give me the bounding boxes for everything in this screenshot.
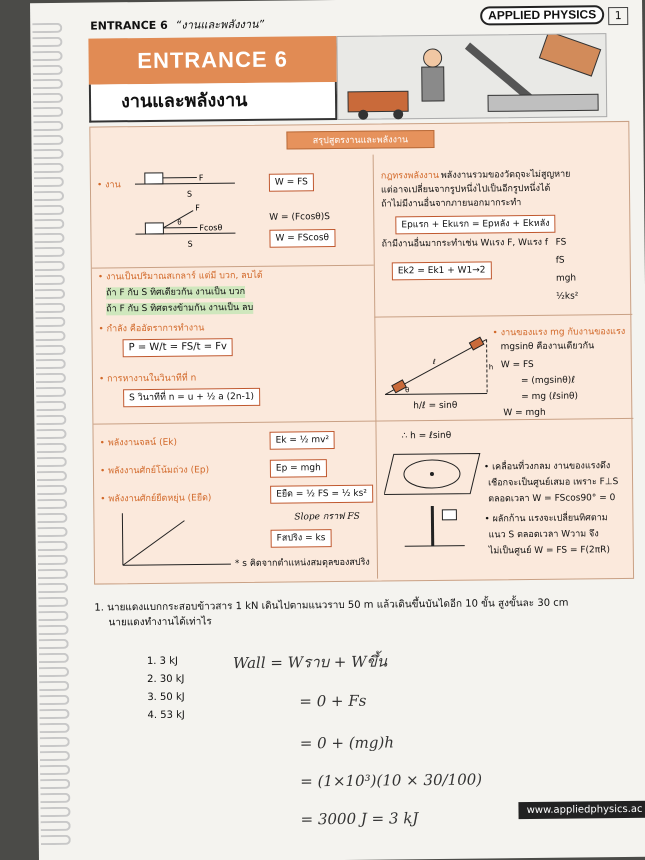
scalar-note: • งานเป็นปริมาณสเกลาร์ แต่มี บวก, ลบได้	[97, 270, 263, 283]
applied-physics-logo: APPLIED PHYSICS	[480, 5, 604, 25]
binding-ring	[40, 807, 70, 817]
formula-conservation: Epแรก + Ekแรก = Epหลัง + Ekหลัง	[395, 215, 555, 235]
circular-line6: ไม่เป็นศูนย์ W = FS = F(2πR)	[488, 545, 610, 557]
work-item-spring: ½ks²	[556, 291, 579, 302]
binding-ring	[38, 527, 68, 537]
conservation-label: กฎทรงพลังงาน	[380, 170, 440, 182]
work-item-fs: FS	[555, 237, 567, 248]
binding-ring	[40, 793, 70, 803]
elastic-label: • พลังงานศักย์ยืดหยุ่น (Eยืด)	[100, 493, 212, 505]
work-label: • งาน	[96, 180, 121, 191]
binding-ring	[39, 653, 69, 663]
chapter-label: ENTRANCE 6	[90, 18, 168, 33]
incline-diagram	[382, 331, 493, 402]
binding-ring	[36, 415, 66, 425]
formula-power: P = W/t = FS/t = Fv	[123, 338, 233, 357]
binding-ring	[34, 163, 64, 173]
conservation-line2: แต่อาจเปลี่ยนจากรูปหนึ่งไปเป็นอีกรูปหนึ่งได้	[380, 183, 551, 196]
circular-line4: • ผลักก้าน แรงจะเปลี่ยนทิศตาม	[484, 513, 608, 525]
binding-ring	[39, 667, 69, 677]
svg-text:Fcosθ: Fcosθ	[199, 223, 223, 233]
svg-text:h: h	[488, 363, 494, 372]
binding-ring	[40, 779, 70, 789]
question-1	[94, 595, 634, 631]
binding-ring	[33, 121, 63, 131]
option-4[interactable]: 4. 53 kJ	[147, 709, 185, 722]
row-divider	[374, 314, 632, 318]
formula-work: W = FS	[269, 173, 314, 191]
question-text-2: นายแดงทำงานได้เท่าไร	[108, 616, 212, 629]
binding-ring	[38, 541, 68, 551]
binding-ring	[34, 233, 64, 243]
binding-ring	[33, 79, 63, 89]
gravity-eq-1: W = FS	[500, 359, 534, 371]
binding-ring	[33, 93, 63, 103]
binding-ring	[38, 583, 68, 593]
handwriting-line-2: = 0 + Fs	[299, 691, 367, 711]
work-item-fs-small: fS	[555, 255, 565, 266]
binding-ring	[33, 65, 63, 75]
conservation-line4: ถ้ามีงานอื่นมากระทำเช่น Wแรง F, Wแรง f	[381, 237, 549, 250]
binding-ring	[35, 289, 65, 299]
binding-ring	[36, 359, 66, 369]
chapter-banner: ENTRANCE 6	[88, 36, 336, 85]
binding-ring	[37, 499, 67, 509]
binding-ring	[39, 695, 69, 705]
option-2[interactable]: 2. 30 kJ	[147, 673, 185, 686]
binding-ring	[34, 149, 64, 159]
circular-line5: แนว S ตลอดเวลา Wวาม จึง	[488, 529, 599, 541]
kinetic-label: • พลังงานจลน์ (Ek)	[99, 437, 178, 449]
binding-ring	[33, 51, 63, 61]
binding-ring	[37, 471, 67, 481]
binding-ring	[40, 751, 70, 761]
gravity-work-label: • งานของแรง mg กับงานของแรง	[492, 326, 626, 339]
binding-ring	[34, 177, 64, 187]
binding-ring	[36, 345, 66, 355]
row-divider	[93, 418, 633, 425]
svg-text:F: F	[198, 173, 204, 183]
summary-title: สรุปสูตรงานและพลังงาน	[286, 130, 434, 150]
power-label: • กำลัง คืออัตราการทำงาน	[98, 323, 205, 335]
formula-work-energy: Ek2 = Ek1 + W1→2	[392, 261, 492, 280]
binding-ring	[35, 275, 65, 285]
potential-label: • พลังงานศักย์โน้มถ่วง (Ep)	[99, 465, 210, 477]
binding-ring	[35, 247, 65, 257]
binding-ring	[32, 37, 62, 47]
binding-ring	[40, 765, 70, 775]
chapter-subtitle: งานและพลังงาน	[89, 82, 337, 123]
binding-ring	[32, 23, 62, 33]
incline-result: ∴ h = ℓsinθ	[401, 430, 452, 442]
topic-label: “งานและพลังงาน”	[175, 17, 265, 32]
work-diagrams	[135, 166, 256, 263]
handwriting-line-1: Wall = Wราบ + Wขึ้น	[232, 652, 388, 673]
running-header	[90, 15, 264, 35]
binding-ring	[35, 331, 65, 341]
book-page	[30, 0, 645, 860]
binding-ring	[33, 135, 63, 145]
svg-text:θ: θ	[177, 218, 182, 227]
binding-ring	[38, 555, 68, 565]
fs-graph	[114, 510, 235, 569]
binding-ring	[37, 485, 67, 495]
spiral-binding	[30, 3, 75, 860]
work-item-mgh: mgh	[555, 273, 577, 284]
binding-ring	[38, 597, 68, 607]
circular-line3: ตลอดเวลา W = FScos90° = 0	[488, 493, 616, 505]
handwriting-line-5: = 3000 J = 3 kJ	[300, 809, 419, 829]
binding-ring	[36, 429, 66, 439]
handwritten-slope-note: Slope กราฟ FS	[294, 511, 360, 523]
binding-ring	[35, 261, 65, 271]
option-3[interactable]: 3. 50 kJ	[147, 691, 185, 704]
worker-tools-drawing	[337, 34, 608, 121]
binding-ring	[39, 681, 69, 691]
gravity-work-line2: mgsinθ คืองานเดียวกัน	[500, 341, 595, 353]
binding-ring	[37, 457, 67, 467]
circular-line1: • เคลื่อนที่วงกลม งานของแรงดึง	[483, 461, 611, 473]
formula-spring: Fสปริง = ks	[271, 529, 332, 548]
binding-ring	[41, 821, 71, 831]
binding-ring	[39, 709, 69, 719]
formula-summary-box	[89, 121, 634, 585]
row-divider	[92, 265, 374, 269]
binding-ring	[36, 387, 66, 397]
binding-ring	[34, 219, 64, 229]
svg-text:S: S	[186, 189, 193, 199]
binding-ring	[35, 317, 65, 327]
svg-text:ℓ: ℓ	[432, 357, 436, 367]
binding-ring	[41, 835, 71, 845]
gravity-eq-3: = mg (ℓsinθ)	[521, 391, 579, 403]
svg-text:S: S	[187, 239, 193, 249]
spring-note: * s คิดจากตำแหน่งสมดุลของสปริง	[234, 557, 370, 570]
formula-elastic: Eยืด = ½ FS = ½ ks²	[270, 485, 373, 504]
binding-ring	[36, 401, 66, 411]
formula-work-cos: W = (Fcosθ)S	[269, 212, 331, 223]
binding-ring	[39, 639, 69, 649]
question-text: นายแดงแบกกระสอบข้าวสาร 1 kN เดินไปตามแนวราบ 50 m แล้วเดินขึ้นบันไดอีก 10 ขั้น สูงขั้นละ 30 cm	[107, 597, 569, 614]
binding-ring	[36, 373, 66, 383]
circular-line2: เชือกจะเป็นศูนย์เสมอ เพราะ F⊥S	[488, 477, 619, 489]
binding-ring	[34, 205, 64, 215]
conservation-line3: ถ้าไม่มีงานอื่นจากภายนอกมากระทำ	[381, 198, 522, 210]
formula-potential: Ep = mgh	[270, 459, 327, 478]
formula-work-fscos: W = FScosθ	[269, 229, 335, 248]
formula-nth-second: S วินาทีที่ n = u + ½ a (2n-1)	[123, 388, 260, 407]
binding-ring	[39, 625, 69, 635]
website-footer: www.appliedphysics.ac	[519, 801, 645, 819]
handwriting-line-3: = 0 + (mg)h	[299, 733, 395, 753]
gravity-eq-4: W = mgh	[503, 407, 546, 419]
formula-kinetic: Ek = ½ mv²	[270, 431, 336, 450]
cartoon-illustration	[336, 33, 607, 120]
negative-work-note: ถ้า F กับ S ทิศตรงข้ามกัน งานเป็น ลบ	[106, 302, 254, 315]
circular-motion-diagram	[384, 445, 485, 556]
column-divider	[373, 155, 378, 579]
binding-ring	[37, 443, 67, 453]
gravity-eq-2: = (mgsinθ)ℓ	[520, 375, 576, 387]
option-1[interactable]: 1. 3 kJ	[146, 655, 178, 668]
question-number: 1.	[94, 602, 104, 614]
binding-ring	[38, 569, 68, 579]
handwriting-line-4: = (1×10³)(10 × 30/100)	[300, 770, 483, 791]
svg-text:F: F	[195, 203, 200, 213]
binding-ring	[33, 107, 63, 117]
binding-ring	[37, 513, 67, 523]
nth-second-label: • การหางานในวินาทีที่ n	[98, 373, 197, 385]
binding-ring	[40, 723, 70, 733]
svg-text:θ: θ	[405, 386, 410, 395]
page-number: 1	[608, 7, 628, 25]
binding-ring	[38, 611, 68, 621]
binding-ring	[34, 191, 64, 201]
binding-ring	[40, 737, 70, 747]
incline-ratio: h/ℓ = sinθ	[413, 400, 458, 412]
positive-work-note: ถ้า F กับ S ทิศเดียวกัน งานเป็น บวก	[106, 286, 246, 299]
conservation-line1: พลังงานรวมของวัตถุจะไม่สูญหาย	[440, 169, 571, 181]
binding-ring	[35, 303, 65, 313]
